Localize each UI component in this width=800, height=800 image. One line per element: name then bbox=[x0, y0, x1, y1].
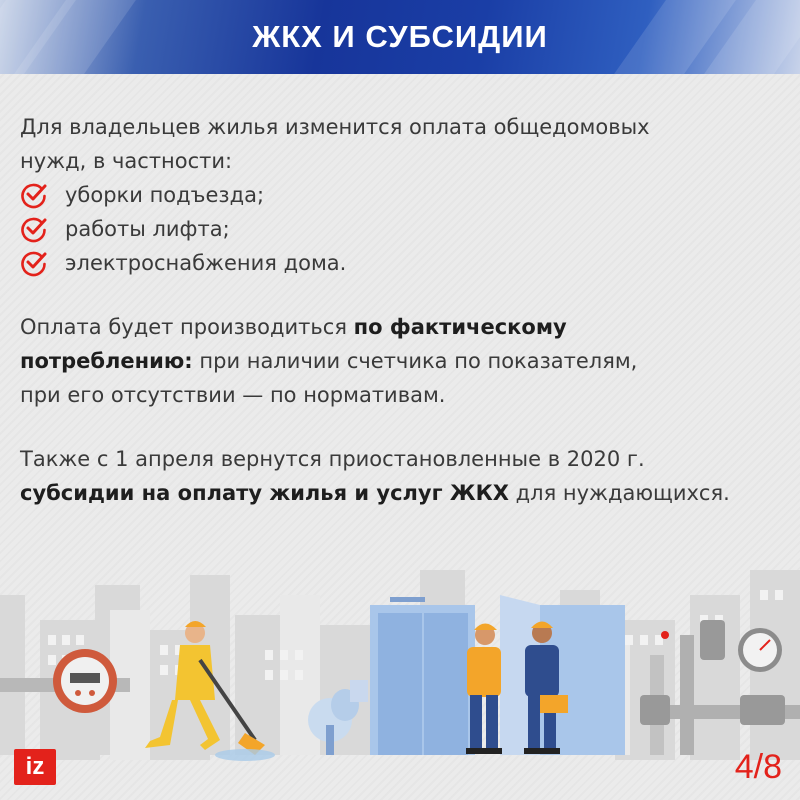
payment-bold: по фактическому bbox=[353, 315, 567, 339]
payment-line bbox=[20, 310, 790, 344]
payment-paragraph bbox=[20, 310, 790, 412]
list-item-label: уборки подъезда; bbox=[65, 183, 265, 207]
list-item-label: работы лифта; bbox=[65, 217, 230, 241]
payment-rest: при наличии счетчика по показателям, bbox=[192, 349, 638, 373]
subsidy-bold: субсидии на оплату жилья и услуг ЖКХ bbox=[20, 481, 509, 505]
header-banner bbox=[0, 0, 800, 74]
list-item bbox=[20, 178, 790, 212]
izvestia-logo bbox=[14, 749, 56, 785]
subsidy-rest: для нуждающихся. bbox=[508, 481, 730, 505]
check-icon bbox=[20, 181, 48, 209]
page-title: ЖКХ И СУБСИДИИ bbox=[252, 19, 548, 54]
check-icon bbox=[20, 215, 48, 243]
subsidy-paragraph bbox=[20, 442, 795, 510]
list-item bbox=[20, 246, 790, 280]
logo-text: iz bbox=[25, 753, 45, 780]
payment-line bbox=[20, 344, 790, 378]
payment-bold: потреблению: bbox=[20, 349, 193, 373]
intro-line: нужд, в частности: bbox=[20, 149, 233, 173]
payment-prefix: Оплата будет производиться bbox=[20, 315, 354, 339]
payment-line: при его отсутствии — по нормативам. bbox=[20, 383, 446, 407]
intro-block bbox=[20, 110, 790, 280]
page-counter: 4/8 bbox=[734, 748, 782, 786]
list-item bbox=[20, 212, 790, 246]
check-icon bbox=[20, 249, 48, 277]
list-item-label: электроснабжения дома. bbox=[65, 251, 347, 275]
intro-line: Для владельцев жилья изменится оплата общедомовых bbox=[20, 115, 650, 139]
checklist bbox=[20, 178, 790, 280]
subsidy-line: Также с 1 апреля вернутся приостановленные в 2020 г. bbox=[20, 447, 645, 471]
subsidy-line bbox=[20, 476, 795, 510]
city-illustration bbox=[0, 555, 800, 800]
